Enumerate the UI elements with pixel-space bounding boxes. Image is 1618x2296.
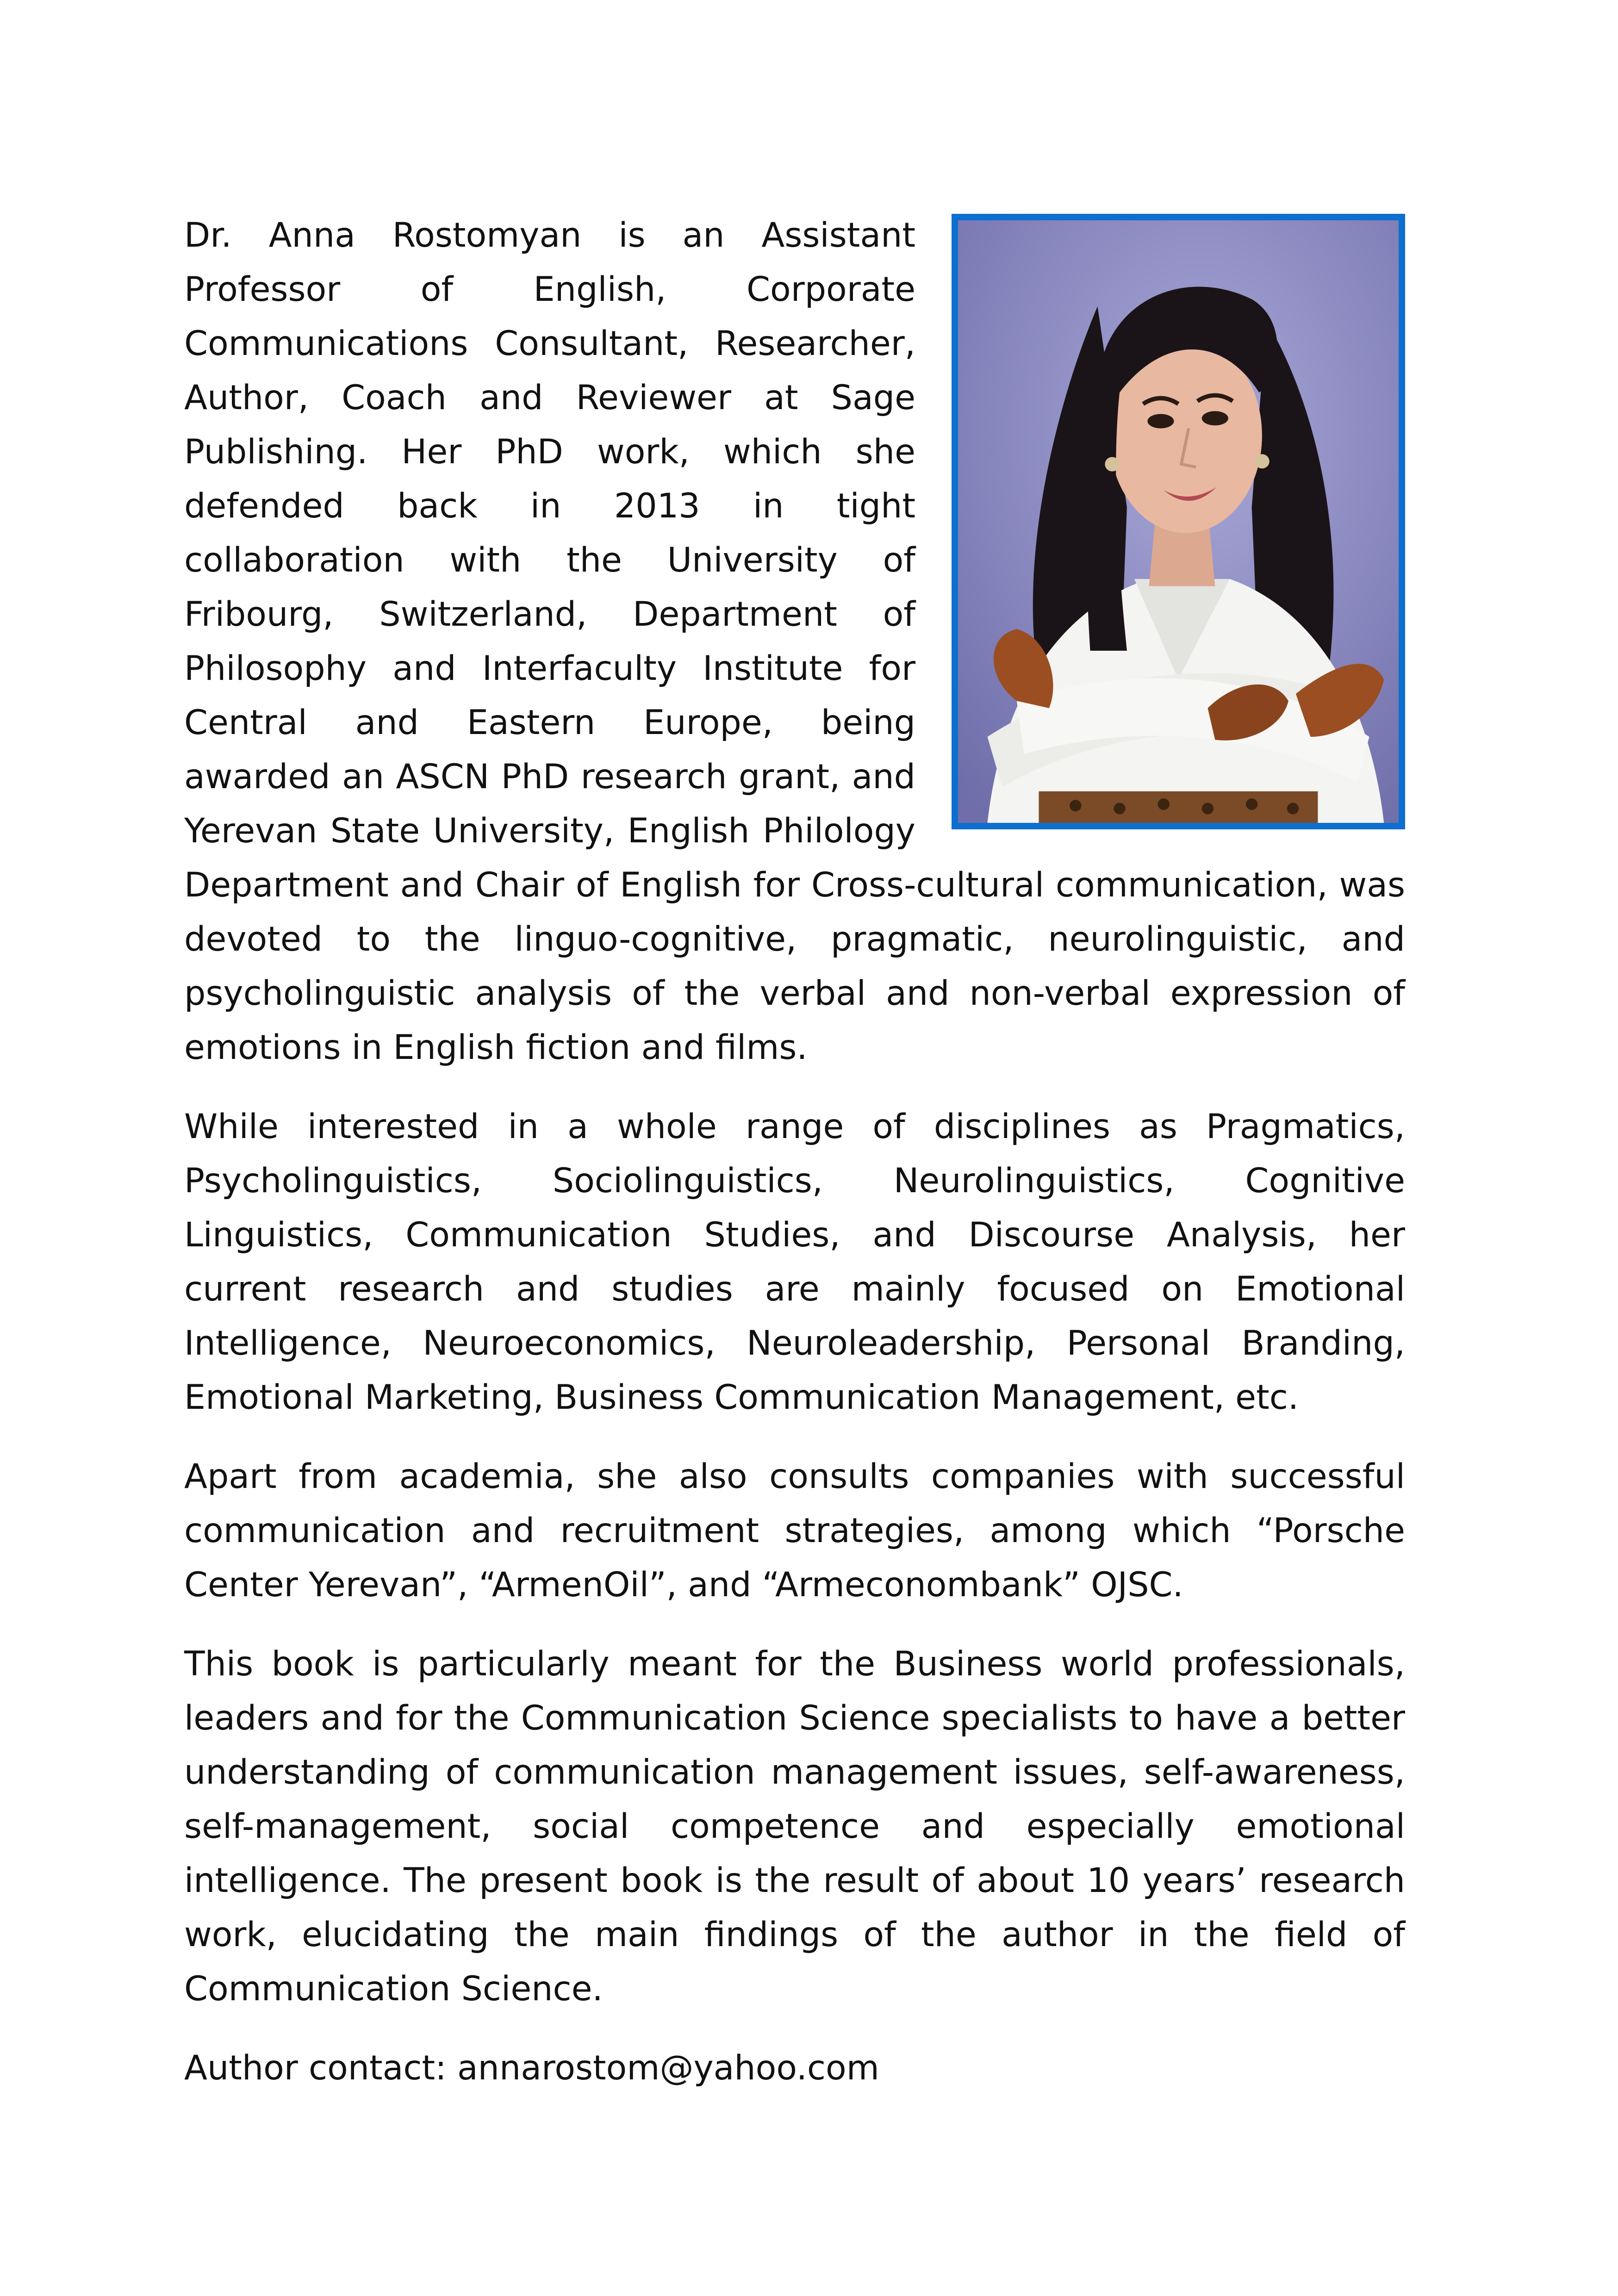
bio-paragraph-2: While interested in a whole range of disciplines as Pragmatics, Psycholinguistics, Sociolinguistics, Neurolinguistics, Cognitive Linguistics, Communication Studies, and Discourse Analysis, her current research and studies are mainly focused on Emotional Intelligence, Neuroeconomics, Neuroleadership, Personal Branding, Emotional Marketing, Business Communication Management, etc. bbox=[184, 1107, 1405, 1417]
bio-paragraph-3: Apart from academia, she also consults companies with successful communication and recruitment strategies, among which “Porsche Center Yerevan”, “ArmenOil”, and “Armeconombank” OJSC. bbox=[184, 1457, 1405, 1605]
author-photo bbox=[952, 214, 1405, 829]
author-bio bbox=[184, 208, 1405, 2095]
bio-paragraph-4: This book is particularly meant for the Business world professionals, leaders and for the Communication Science specialists to have a better understanding of communication management issues, self-awareness, self-management, social competence and especially emotional intelligence. The present book is the result of about 10 years’ research work, elucidating the main findings of the author in the field of Communication Science. bbox=[184, 1644, 1405, 2009]
bio-paragraph-1: Dr. Anna Rostomyan is an Assistant Professor of English, Corporate Communications Consultant, Researcher, Author, Coach and Reviewer at Sage Publishing. Her PhD work, which she defended back in 2013 in tight collaboration with the University of Fribourg, Switzerland, Department of Philosophy and Interfaculty Institute for Central and Eastern Europe, being awarded an ASCN PhD research grant, and Yerevan State University, English Philology Department and Chair of English for Cross-cultural communication, was devoted to the linguo-cognitive, pragmatic, neurolinguistic, and psycholinguistic analysis of the verbal and non-verbal expression of emotions in English fiction and films. bbox=[184, 216, 1405, 1067]
author-portrait-illustration bbox=[958, 220, 1399, 823]
author-contact: Author contact: annarostom@yahoo.com bbox=[184, 2048, 879, 2088]
